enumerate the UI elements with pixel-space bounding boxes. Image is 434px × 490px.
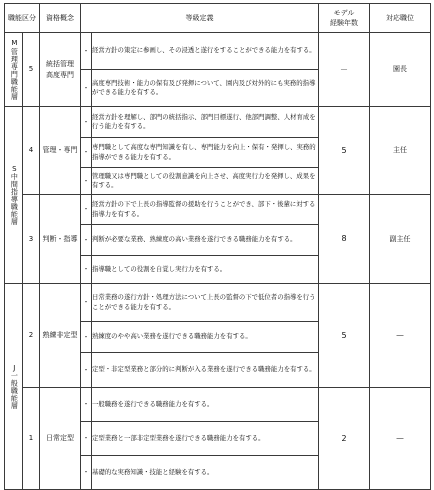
- bullet: ・: [81, 456, 92, 490]
- grade-2-concept: [40, 284, 81, 388]
- grade-2-number: 2: [23, 284, 40, 388]
- table-row: [5, 284, 431, 322]
- header-model-years: [319, 4, 370, 33]
- bullet: ・: [81, 107, 92, 138]
- bullet: ・: [81, 70, 92, 107]
- category-m-code: M: [10, 39, 19, 48]
- category-j-code: J: [10, 363, 19, 372]
- bullet: ・: [81, 284, 92, 322]
- grade-1-concept: [40, 388, 81, 490]
- category-s-label: 中間指導職能層: [10, 173, 19, 226]
- table-row: [5, 195, 431, 225]
- bullet: ・: [81, 225, 92, 256]
- grade-2-position: ―: [370, 284, 431, 388]
- grade-5-concept-line1: 統括管理: [46, 60, 74, 68]
- bullet: ・: [81, 168, 92, 195]
- bullet: ・: [81, 33, 92, 70]
- grade-4-position: 主任: [370, 107, 431, 195]
- bullet: ・: [81, 322, 92, 353]
- bullet: ・: [81, 195, 92, 225]
- category-m: [5, 33, 23, 107]
- bullet: ・: [81, 388, 92, 422]
- bullet: ・: [81, 256, 92, 284]
- category-j: [5, 284, 23, 490]
- grade-1-number: 1: [23, 388, 40, 490]
- grade-3-concept: [40, 195, 81, 284]
- category-m-label: 管理専門職能層: [10, 47, 19, 100]
- category-s: [5, 107, 23, 284]
- grade-3-number: 3: [23, 195, 40, 284]
- grade-3-definition-1: 経営方針の下で上長の指導監督の援助を行うことができ、部下・後輩に対する指導力を有する。: [92, 195, 319, 225]
- grade-3-years: 8: [319, 195, 370, 284]
- grade-2-definition-1: 日常業務の遂行方針・処理方法について上長の監督の下で低位者の指導を行うことができる能力を有する。: [92, 284, 319, 322]
- header-years-line1: モデル: [333, 8, 355, 17]
- grade-definition-table: [4, 3, 431, 490]
- grade-1-years: 2: [319, 388, 370, 490]
- grade-4-concept-line1: 管理・専門: [42, 146, 78, 155]
- grade-3-position: 副主任: [370, 195, 431, 284]
- category-s-code: S: [10, 164, 19, 173]
- header-position: 対応職位: [370, 4, 431, 33]
- header-definition: 等級定義: [81, 4, 319, 33]
- grade-3-concept-line1: 判断・指導: [42, 234, 78, 243]
- grade-1-concept-line1: 日常定型: [46, 434, 74, 443]
- grade-2-years: 5: [319, 284, 370, 388]
- grade-5-definition-2: 高度専門技術・能力の保有及び発揮について、園内及び対外的にも実務的指導ができる能力を有する。: [92, 70, 319, 107]
- grade-4-definition-1: 経営方針を理解し、部門の統括指示、部門目標遂行、他部門調整、人材育成を行う能力を有する。: [92, 107, 319, 138]
- grade-2-concept-line1: 熟練非定型: [42, 331, 78, 340]
- bullet: ・: [81, 138, 92, 168]
- grade-5-years: －: [319, 33, 370, 107]
- grade-4-years: 5: [319, 107, 370, 195]
- grade-3-definition-2: 判断が必要な業務、熟練度の高い業務を遂行できる職務能力を有する。: [92, 225, 319, 256]
- header-category: 職能区分: [5, 4, 40, 33]
- category-j-label: 一般職能層: [10, 372, 19, 410]
- grade-5-position: 園長: [370, 33, 431, 107]
- table-row: [5, 107, 431, 138]
- grade-5-concept: [40, 33, 81, 107]
- grade-3-definition-3: 指導職としての役割を自覚し実行力を有する。: [92, 256, 319, 284]
- grade-1-definition-2: 定型業務と一部非定型業務を遂行できる職務能力を有する。: [92, 422, 319, 456]
- grade-5-number: 5: [23, 33, 40, 107]
- table-row: [5, 388, 431, 422]
- header-years-line2: 経験年数: [330, 19, 358, 27]
- grade-4-concept: [40, 107, 81, 195]
- header-concept: 資格概念: [40, 4, 81, 33]
- bullet: ・: [81, 422, 92, 456]
- header-row: [5, 4, 431, 33]
- grade-1-definition-3: 基礎的な実務知識・技能と経験を有する。: [92, 456, 319, 490]
- grade-4-definition-2: 専門職として高度な専門知識を有し、専門能力を向上・保有・発揮し、実務的指導ができる能力を有する。: [92, 138, 319, 168]
- table-row: [5, 33, 431, 70]
- grade-1-position: ―: [370, 388, 431, 490]
- grade-5-definition-1: 経営方針の策定に参画し、その浸透と遂行をすることができる能力を有する。: [92, 33, 319, 70]
- grade-1-definition-1: 一般職務を遂行できる職務能力を有する。: [92, 388, 319, 422]
- grade-5-concept-line2: 高度専門: [46, 70, 74, 79]
- grade-2-definition-2: 熟練度のやや高い業務を遂行できる職務能力を有する。: [92, 322, 319, 353]
- grade-2-definition-3: 定型・非定型業務と部分的に判断が入る業務を遂行できる職務能力を有する。: [92, 353, 319, 388]
- grade-4-number: 4: [23, 107, 40, 195]
- grade-4-definition-3: 管理職又は専門職としての役割意識を向上させ、高度実行力を発揮し、成果を有する。: [92, 168, 319, 195]
- bullet: ・: [81, 353, 92, 388]
